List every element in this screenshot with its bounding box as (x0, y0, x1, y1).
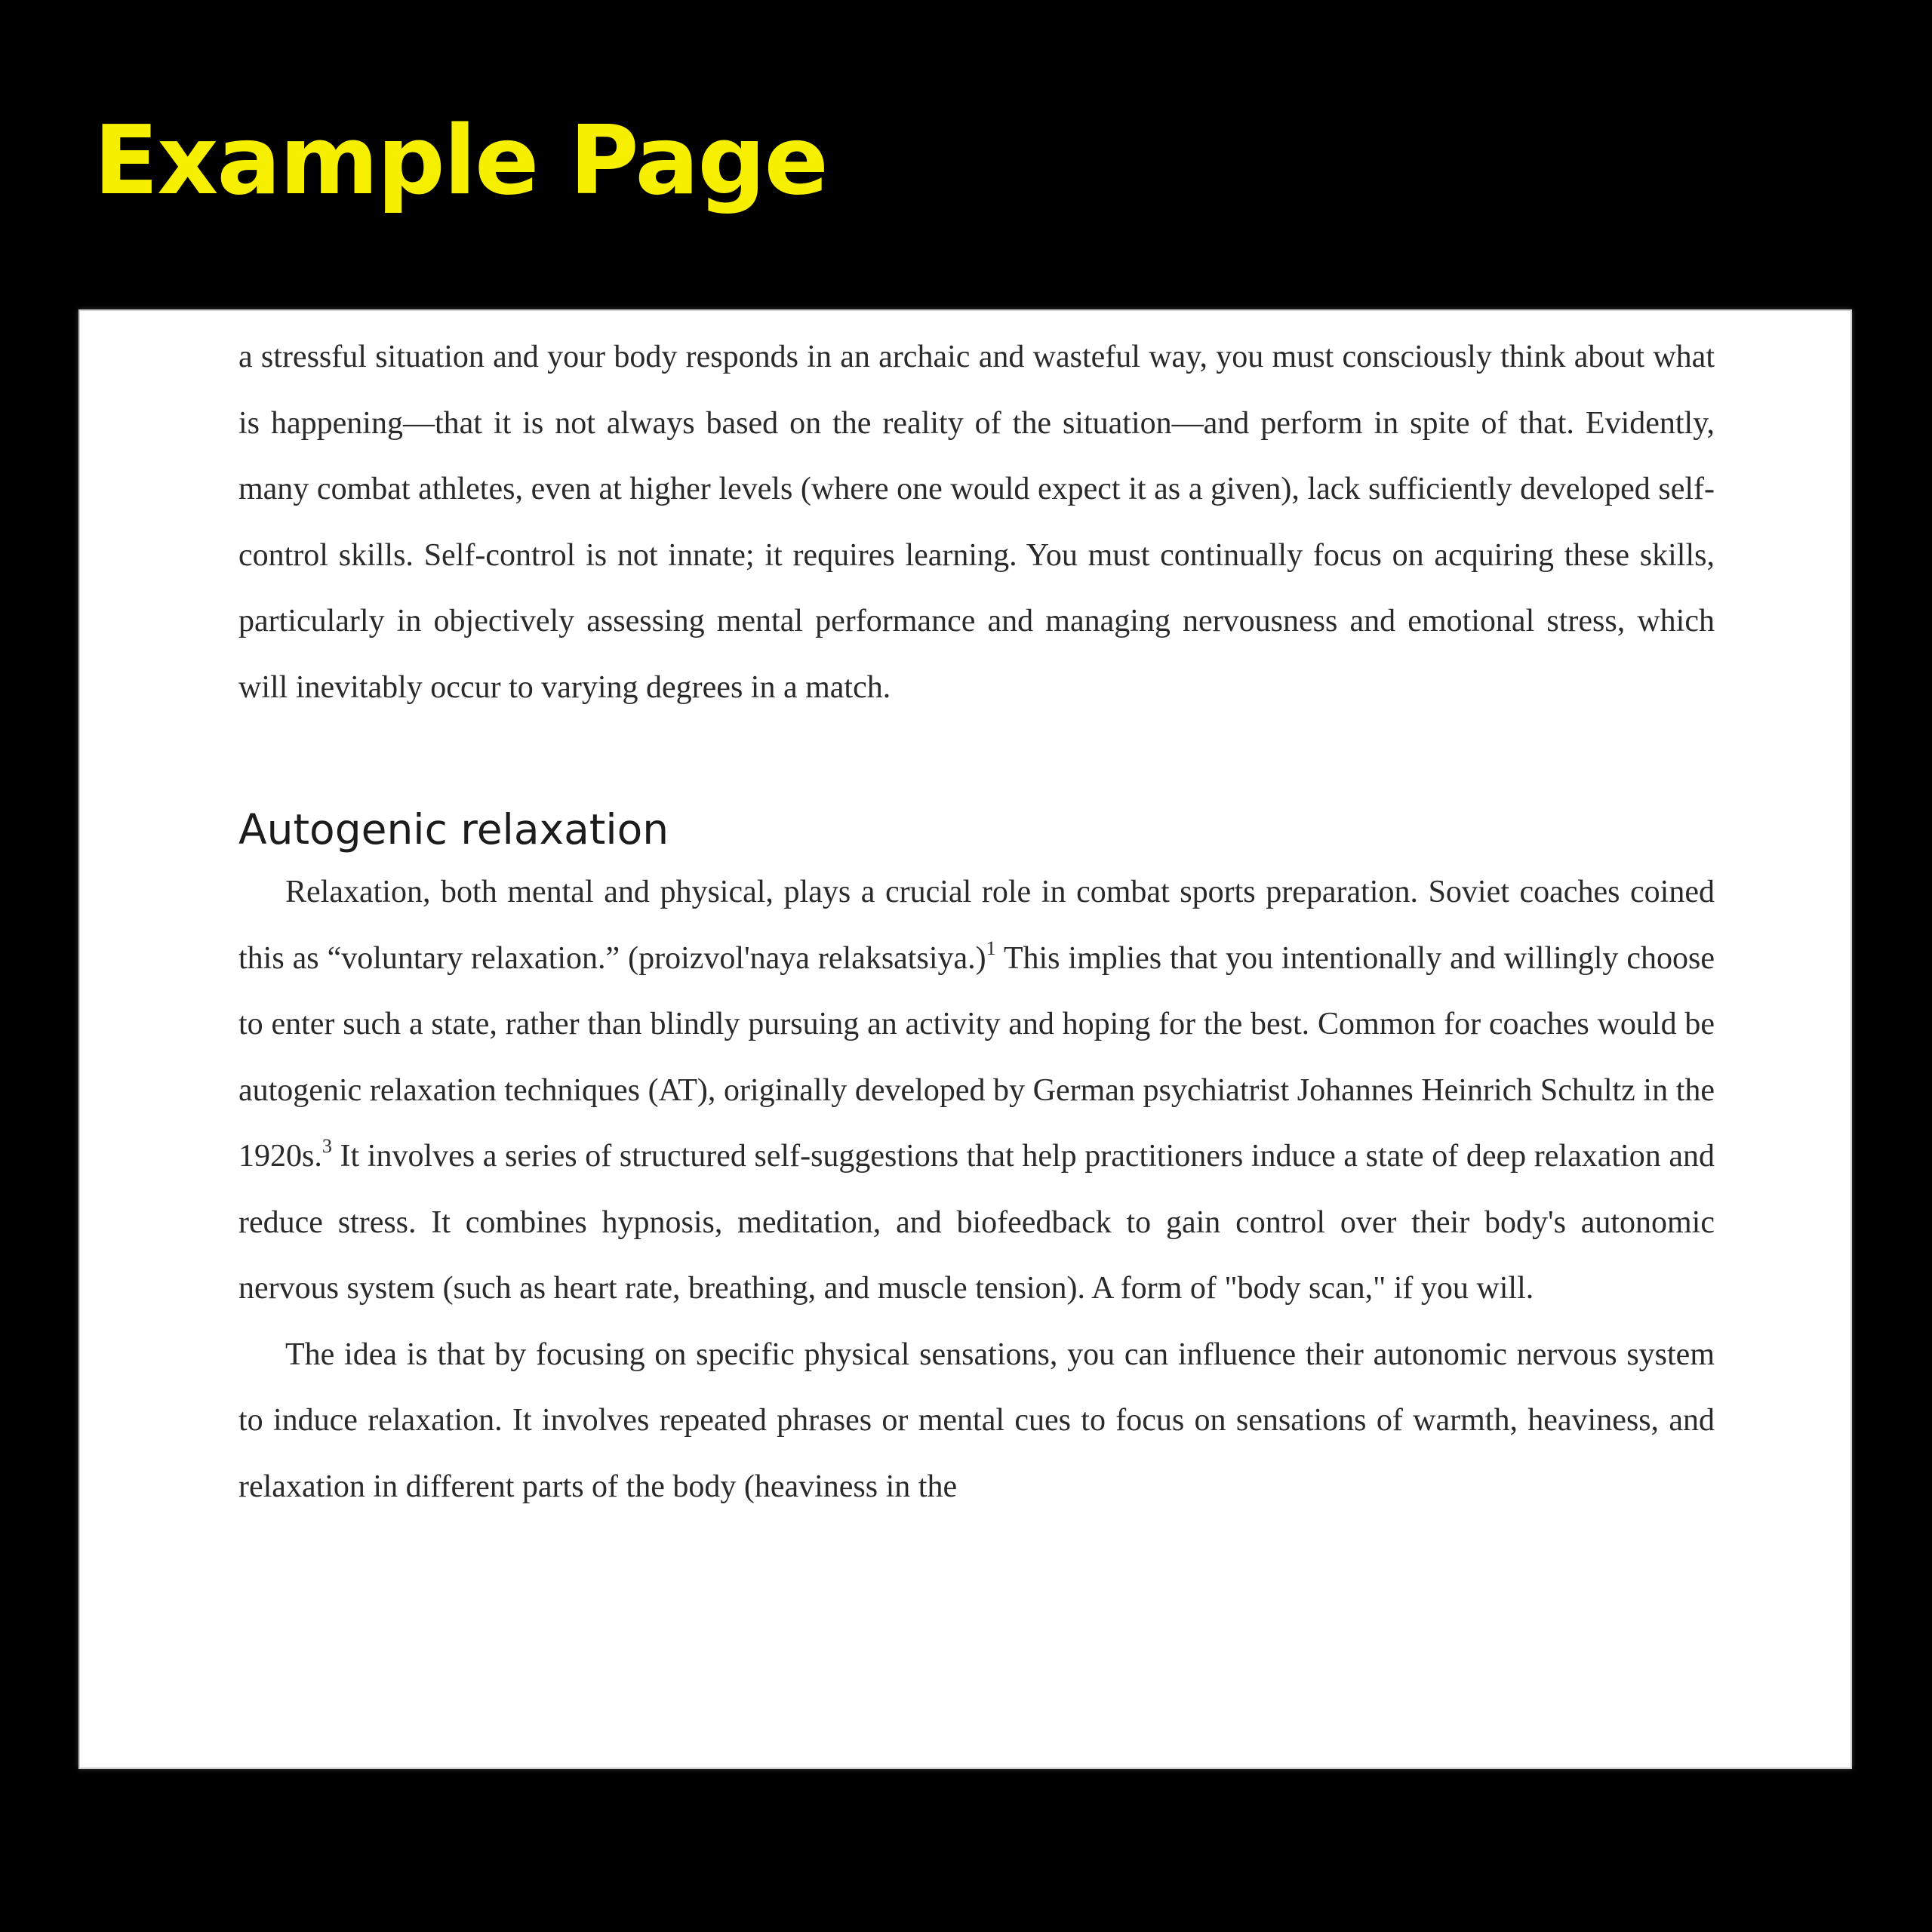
text-column (238, 325, 1715, 1520)
document-page (78, 309, 1852, 1769)
paragraph-text-segment: This implies that you intentionally and willingly choose to enter such a state, rather than blindly pursuing an activity and hoping for the best. Common for coaches would be autogenic relaxation techniques (AT), originally developed by German psychiatrist Johannes Heinrich Schultz in the 1920s. (238, 940, 1715, 1174)
intro-paragraph: a stressful situation and your body responds in an archaic and wasteful way, you must consciously think about what is happening—that it is not always based on the reality of the situation—and perform in spite of that. Evidently, many combat athletes, even at higher levels (where one would expect it as a given), lack sufficiently developed self-control skills. Self-control is not innate; it requires learning. You must continually focus on acquiring these skills, particularly in objectively assessing mental performance and managing nervousness and emotional stress, which will inevitably occur to varying degrees in a match. (238, 340, 1715, 705)
footnote-marker: 1 (986, 937, 996, 959)
paragraph-text-segment: It involves a series of structured self-suggestions that help practitioners induce a state of deep relaxation and reduce stress. It combines hypnosis, meditation, and biofeedback to gain control over their body's autonomic nervous system (such as heart rate, breathing, and muscle tension). A form of "body scan," if you will. (238, 1139, 1715, 1306)
body-paragraph-relaxation (238, 860, 1715, 1322)
paragraph-text-segment: Relaxation, both mental and physical, plays a crucial role in combat sports preparation. Soviet coaches coined this as “voluntary relaxation.” (proizvol'naya relaksatsiya.) (238, 875, 1715, 976)
banner-title: Example Page (94, 105, 828, 216)
section-heading: Autogenic relaxation (238, 805, 669, 854)
footnote-marker: 3 (321, 1135, 332, 1157)
body-paragraph-idea: The idea is that by focusing on specific physical sensations, you can influence their autonomic nervous system to induce relaxation. It involves repeated phrases or mental cues to focus on sensations of warmth, heaviness, and relaxation in different parts of the body (heaviness in the (238, 1337, 1715, 1504)
